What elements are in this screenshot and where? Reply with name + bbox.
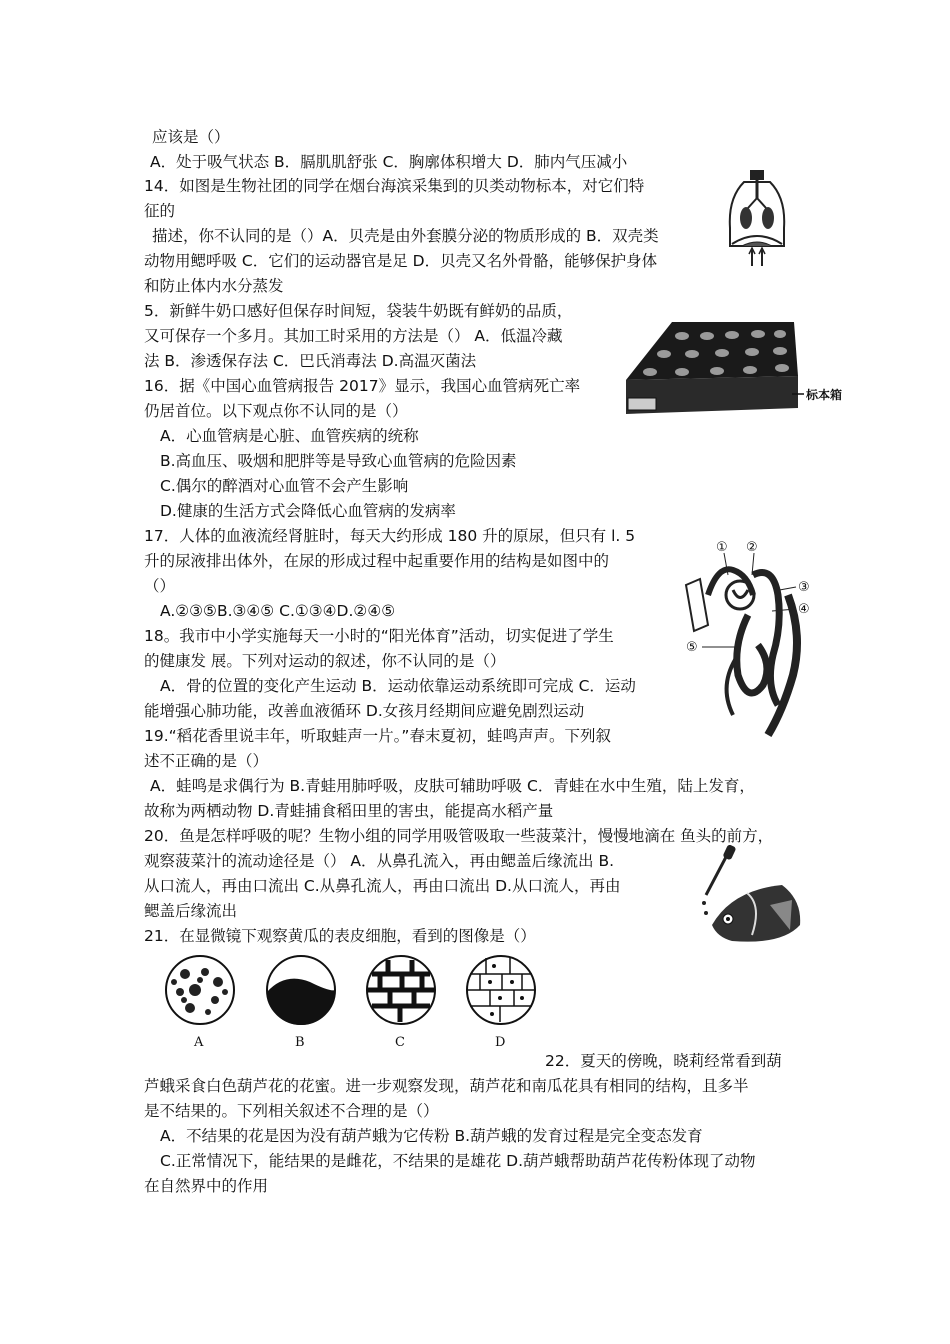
text-line: 芦蛾采食白色葫芦花的花蜜。进一步观察发现，葫芦花和南瓜花具有相同的结构，且多半 <box>144 1077 749 1095</box>
text-line: 能增强心肺功能，改善血液循环 D.女孩月经期间应避免剧烈运动 <box>144 702 585 720</box>
text-line: A．蛙鸣是求偶行为 B.青蛙用肺呼吸，皮肤可辅助呼吸 C．青蛙在水中生殖，陆上发育， <box>150 777 755 795</box>
text-line: 故称为两栖动物 D.青蛙捕食稻田里的害虫，能提高水稻产量 <box>144 802 554 820</box>
text-line: 又可保存一个多月。其加工时采用的方法是（） A．低温冷藏 <box>144 327 563 345</box>
kidney-label: ④ <box>798 602 810 617</box>
text-line: A．骨的位置的变化产生运动 B．运动依靠运动系统即可完成 C．运动 <box>160 677 636 695</box>
kidney-label: ③ <box>798 580 810 595</box>
text-line: 19.“稻花香里说丰年，听取蛙声一片。”春末夏初，蛙鸣声声。下列叙 <box>144 727 611 745</box>
view-label: B <box>295 1035 305 1050</box>
text-line: 18。我市中小学实施每天一小时的“阳光体育”活动，切实促进了学生 <box>144 627 614 645</box>
view-c <box>367 956 435 1024</box>
specimen-box-figure <box>622 318 844 418</box>
text-line: 鳃盖后缘流出 <box>144 902 238 920</box>
text-line: 17．人体的血液流经肾脏时，每天大约形成 180 升的原尿，但只有 l. 5 <box>144 527 636 545</box>
text-line: C.正常情况下，能结果的是雌花，不结果的是雄花 D.葫芦蛾帮助葫芦花传粉体现了动物 <box>160 1152 756 1170</box>
view-b <box>267 956 335 1025</box>
text-line: 观察菠菜汁的流动途径是（） A．从鼻孔流入，再由鳃盖后缘流出 B. <box>144 852 615 870</box>
text-line: D.健康的生活方式会降低心血管病的发病率 <box>160 502 456 520</box>
text-line: 描述，你不认同的是（）A．贝壳是由外套膜分泌的物质形成的 B．双壳类 <box>152 227 659 245</box>
text-line: A．不结果的花是因为没有葫芦蛾为它传粉 B.葫芦蛾的发育过程是完全变态发育 <box>160 1127 703 1145</box>
text-line: A．处于吸气状态 B．膈肌肌舒张 C．胸廓体积增大 D．肺内气压减小 <box>150 153 628 171</box>
kidney-label: ⑤ <box>686 640 698 655</box>
text-line: B.高血压、吸烟和肥胖等是导致心血管病的危险因素 <box>160 452 517 470</box>
text-line: 升的尿液排出体外，在尿的形成过程中起重要作用的结构是如图中的 <box>144 552 610 570</box>
text-line: 21．在显微镜下观察黄瓜的表皮细胞，看到的图像是（） <box>144 927 536 945</box>
text-line: 动物用鳃呼吸 C．它们的运动器官是足 D．贝壳又名外骨骼，能够保护身体 <box>144 252 658 270</box>
specimen-box-label: 标本箱 <box>806 388 843 402</box>
view-a <box>166 956 234 1024</box>
text-line: （） <box>144 577 176 595</box>
text-line: 5．新鲜牛奶口感好但保存时间短，袋装牛奶既有鲜奶的品质， <box>144 302 573 320</box>
bell-jar-figure <box>722 168 792 272</box>
view-d <box>467 956 535 1024</box>
kidney-label: ② <box>746 540 758 555</box>
text-line: 14．如图是生物社团的同学在烟台海滨采集到的贝类动物标本，对它们特 <box>144 177 645 195</box>
view-label: A <box>194 1035 204 1050</box>
view-label: C <box>395 1035 405 1050</box>
kidney-label: ① <box>716 540 728 555</box>
text-line: 是不结果的。下列相关叙述不合理的是（） <box>144 1102 439 1120</box>
fish-dropper-figure <box>692 845 804 950</box>
text-line: 应该是（） <box>152 128 230 146</box>
text-line: 征的 <box>144 202 176 220</box>
text-line: 述不正确的是（） <box>144 752 269 770</box>
text-line: A.②③⑤B.③④⑤ C.①③④D.②④⑤ <box>160 602 396 620</box>
text-line: 在自然界中的作用 <box>144 1177 269 1195</box>
microscope-views-figure <box>160 952 545 1052</box>
text-line: 20．鱼是怎样呼吸的呢？生物小组的同学用吸管吸取一些菠菜汁，慢慢地滴在 鱼头的前方， <box>144 827 774 845</box>
text-line: 仍居首位。以下观点你不认同的是（） <box>144 402 408 420</box>
text-line: 和防止体内水分蒸发 <box>144 277 284 295</box>
nephron-figure <box>678 535 818 740</box>
view-label: D <box>495 1035 506 1050</box>
text-line: 16．据《中国心血管病报告 2017》显示，我国心血管病死亡率 <box>144 377 581 395</box>
text-line: A．心血管病是心脏、血管疾病的统称 <box>160 427 419 445</box>
text-line: 从口流人，再由口流出 C.从鼻孔流人，再由口流出 D.从口流人，再由 <box>144 877 621 895</box>
text-line: 22．夏天的傍晚，晓莉经常看到葫 <box>545 1052 782 1070</box>
text-line: C.偶尔的醉酒对心血管不会产生影响 <box>160 477 409 495</box>
text-line: 法 B．渗透保存法 C．巴氏消毒法 D.高温灭菌法 <box>144 352 477 370</box>
text-line: 的健康发 展。下列对运动的叙述，你不认同的是（） <box>144 652 506 670</box>
